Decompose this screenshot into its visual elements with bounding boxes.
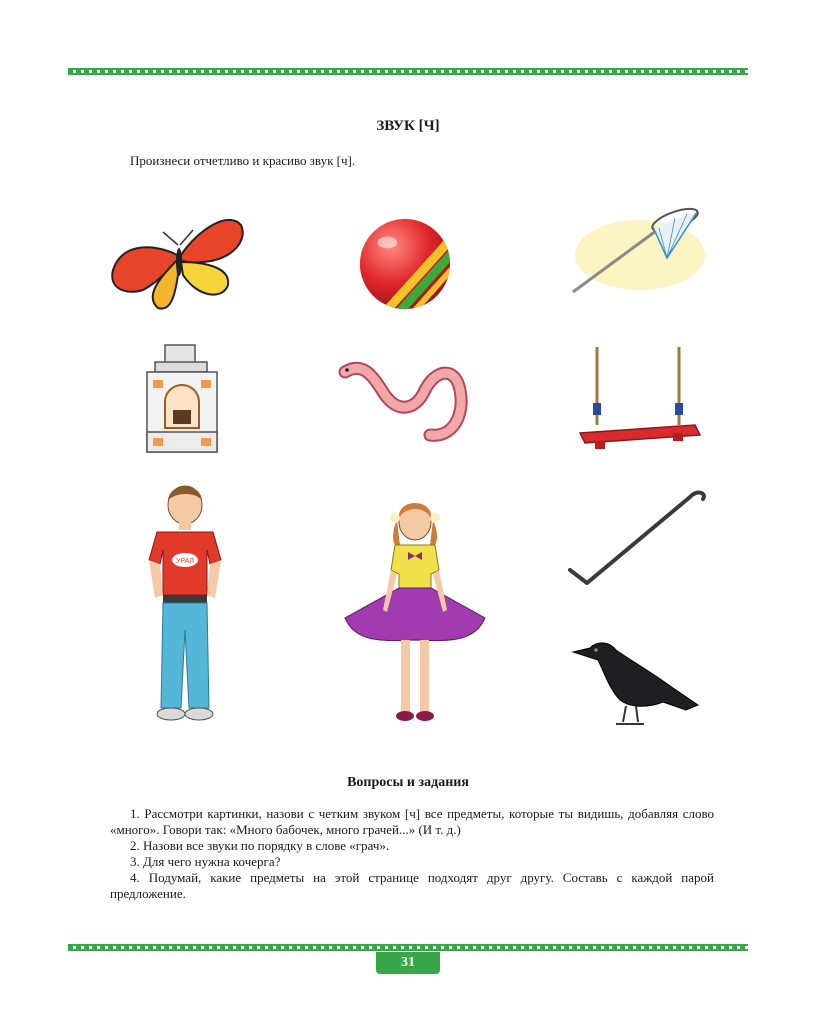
butterfly-image <box>103 200 253 320</box>
worm-image <box>335 350 475 450</box>
task-list <box>110 806 714 902</box>
bottom-border <box>68 944 748 951</box>
page-number: 31 <box>376 952 440 974</box>
swing-image <box>575 345 705 460</box>
intro-text: Произнеси отчетливо и красиво звук [ч]. <box>130 153 356 168</box>
ball-image <box>356 215 454 313</box>
crow-image <box>568 630 703 730</box>
net-image <box>565 200 708 305</box>
boy-image <box>135 480 235 725</box>
task-item: 4. Подумай, какие предметы на этой странице подходят друг другу. Составь с каждой парой предложение. <box>110 870 714 901</box>
top-border <box>68 68 748 75</box>
task-item: 3. Для чего нужна кочерга? <box>130 854 281 869</box>
task-item: 1. Рассмотри картинки, назови с четким звуком [ч] все предметы, которые ты видишь, добавляя слово «много». Говори так: «Много бабочек, много грачей...» (И т. д.) <box>110 806 714 837</box>
task-item: 2. Назови все звуки по порядку в слове «грач». <box>130 838 390 853</box>
stove-image <box>135 340 230 460</box>
questions-title: Вопросы и задания <box>347 775 469 790</box>
page-title: ЗВУК [Ч] <box>376 118 440 134</box>
shirt-logo: УРАЛ <box>175 558 195 565</box>
girl-image <box>335 490 495 730</box>
poker-image <box>565 485 710 590</box>
